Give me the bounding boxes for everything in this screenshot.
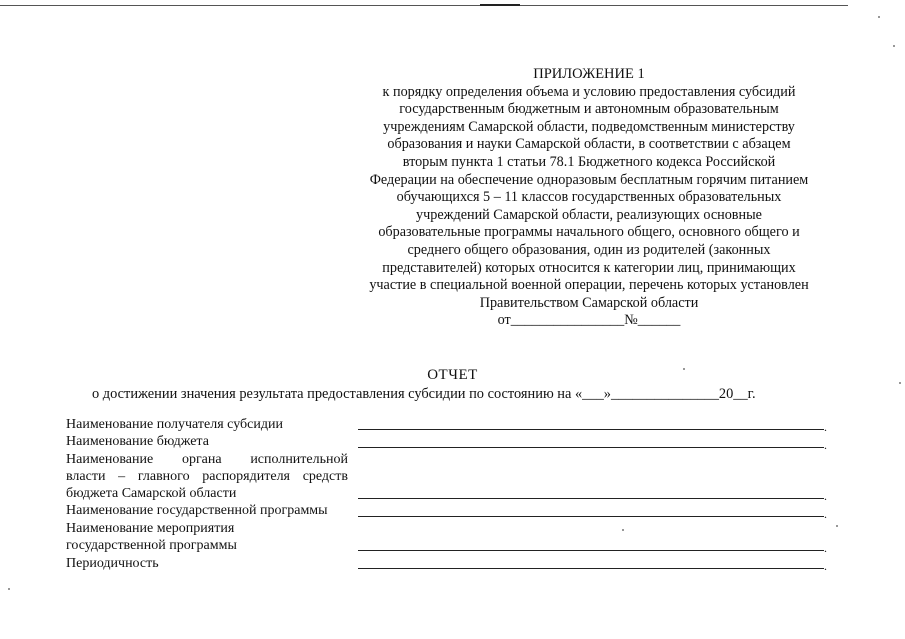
recipient-label: Наименование получателя субсидии — [66, 417, 283, 432]
program-label: Наименование государственной программы — [66, 503, 328, 518]
authority-label-line1: Наименование органа исполнительной — [66, 452, 348, 467]
scan-speck — [8, 588, 10, 590]
line-end: . — [824, 541, 827, 555]
appendix-line: учреждений Самарской области, реализующих основные — [416, 206, 762, 223]
line-end: . — [824, 559, 827, 573]
scan-speck — [893, 45, 895, 47]
appendix-line: вторым пункта 1 статьи 78.1 Бюджетного кодекса Российской — [402, 153, 776, 170]
appendix-line: Правительством Самарской области — [479, 294, 699, 311]
appendix-line: образования и науки Самарской области, в соответствии с абзацем — [387, 136, 791, 153]
appendix-title: ПРИЛОЖЕНИЕ 1 — [533, 66, 645, 82]
appendix-line: Федерации на обеспечение одноразовым бесплатным горячим питанием — [369, 171, 809, 188]
line-end: . — [824, 438, 827, 452]
appendix-line: участие в специальной военной операции, перечень которых установлен — [369, 277, 809, 294]
top-rule — [0, 5, 848, 6]
report-title: ОТЧЕТ — [427, 367, 478, 383]
event-label-line1: Наименование мероприятия — [66, 521, 235, 536]
appendix-line: среднего общего образования, один из родителей (законных — [407, 241, 771, 258]
event-label-line2: государственной программы — [66, 538, 237, 553]
appendix-block — [345, 66, 833, 330]
scan-speck — [899, 382, 901, 384]
budget-label: Наименование бюджета — [66, 434, 209, 449]
appendix-date-number: от________________№______ — [497, 312, 681, 329]
scan-speck — [836, 525, 838, 527]
line-end: . — [824, 489, 827, 503]
periodicity-line — [358, 568, 824, 569]
program-line — [358, 516, 824, 517]
authority-label-line3: бюджета Самарской области — [66, 486, 237, 501]
scan-speck — [683, 368, 685, 370]
appendix-line: образовательные программы начального общего, основного общего и — [378, 224, 800, 241]
authority-label-line2: власти – главного распорядителя средств — [66, 469, 348, 484]
top-rule-mark — [480, 4, 520, 6]
appendix-line: к порядку определения объема и условию предоставления субсидий — [382, 83, 796, 100]
report-subtitle: о достижении значения результата предоставления субсидии по состоянию на «___»_______________20__г. — [92, 386, 756, 402]
appendix-line: учреждениям Самарской области, подведомственным министерству — [383, 118, 795, 135]
periodicity-label: Периодичность — [66, 556, 159, 571]
recipient-line — [358, 429, 824, 430]
scan-speck — [878, 16, 880, 18]
scan-speck — [622, 529, 624, 531]
appendix-line: государственным бюджетным и автономным образовательным — [399, 101, 779, 118]
appendix-line: представителей) которых относится к категории лиц, принимающих — [382, 259, 796, 276]
authority-line — [358, 498, 824, 499]
event-line — [358, 550, 824, 551]
line-end: . — [824, 507, 827, 521]
budget-line — [358, 447, 824, 448]
line-end: . — [824, 420, 827, 434]
appendix-line: обучающихся 5 – 11 классов государственных образовательных — [396, 189, 782, 206]
